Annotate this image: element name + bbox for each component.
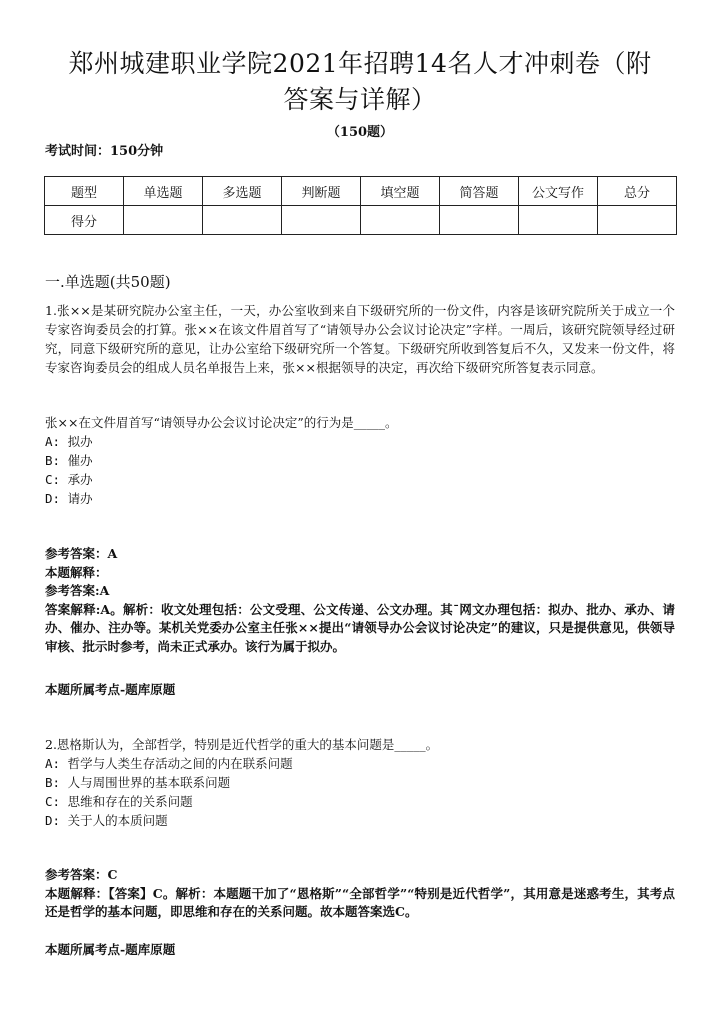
exam-time: 考试时间：150分钟 [45,144,164,159]
table-cell: 填空题 [361,177,440,206]
question-1-option-d: D: 请办 [45,491,93,506]
question-1-option-a: A: 拟办 [45,434,93,449]
table-cell: 题型 [45,177,124,206]
question-2-option-b: B: 人与周围世界的基本联系问题 [45,775,231,790]
table-cell [598,206,677,235]
question-2-source-block [45,941,675,960]
question-1-answer-block [45,545,675,656]
question-1-question: 张××在文件眉首写“请领导办公会议讨论决定”的行为是_____。 [45,415,398,430]
table-cell [203,206,282,235]
question-1-stem: 1.张××是某研究院办公室主任，一天，办公室收到来自下级研究所的一份文件，内容是该研究院所关于成立一个专家咨询委员会的打算。张××在该文件眉首写了“请领导办公会议讨论决定”字样。一周后，该研究院领导经过研究，同意下级研究所的意见，让办公室给下级研究所一个答复。下级研究所收到答复后不久，又发来一份文件，将专家咨询委员会的组成人员名单报告上来，张××根据领导的决定，再次给下级研究所答复表示同意。 [45,303,675,375]
question-2-body [45,735,675,830]
title-line-2: 答案与详解） [283,85,437,114]
table-cell [282,206,361,235]
title-line-1: 郑州城建职业学院2021年招聘14名人才冲刺卷（附 [68,49,652,78]
score-table-header-row [45,177,677,206]
section-title: 一.单选题(共50题) [45,273,171,291]
score-table-score-row [45,206,677,235]
question-1-ref-answer: 参考答案：A [45,546,118,561]
table-cell: 简答题 [440,177,519,206]
table-cell: 得分 [45,206,124,235]
question-1-option-b: B: 催办 [45,453,93,468]
question-2-option-a: A: 哲学与人类生存活动之间的内在联系问题 [45,756,293,771]
table-cell: 多选题 [203,177,282,206]
question-2-source: 本题所属考点-题库原题 [45,942,176,957]
table-cell [519,206,598,235]
table-cell: 总分 [598,177,677,206]
question-count: （150题） [326,125,394,140]
table-cell: 判断题 [282,177,361,206]
question-2-option-c: C: 思维和存在的关系问题 [45,794,193,809]
question-1-explain-label: 本题解释： [45,564,108,580]
score-table [44,176,677,235]
document-title [40,46,680,118]
table-cell: 单选题 [124,177,203,206]
question-1-explanation: 答案解释:A。解析：收文处理包括：公文受理、公文传递、公文办理。其¯网文办理包括：拟办、批办、承办、请办、催办、注办等。某机关党委办公室主任张××提出“请领导办公会议讨论决定”的建议，只是提供意见，供领导审核、批示时参考，尚未正式承办。该行为属于拟办。 [45,601,675,654]
question-2-question: 2.恩格斯认为，全部哲学，特别是近代哲学的重大的基本问题是_____。 [45,737,439,752]
question-2-answer-block [45,866,675,922]
table-cell [440,206,519,235]
question-1-source: 本题所属考点-题库原题 [45,682,176,697]
question-1-body [45,413,675,508]
table-cell: 公文写作 [519,177,598,206]
question-2-ref-answer: 参考答案：C [45,867,118,882]
question-1-stem-block [45,301,675,377]
question-1-ref-answer-2: 参考答案:A [45,583,110,598]
table-cell [124,206,203,235]
question-2-option-d: D: 关于人的本质问题 [45,813,168,828]
table-cell [361,206,440,235]
question-1-option-c: C: 承办 [45,472,93,487]
question-1-source-block [45,681,675,700]
question-2-explanation: 本题解释：【答案】C。解析：本题题干加了“恩格斯”“全部哲学”“特别是近代哲学”，其用意是迷惑考生，其考点还是哲学的基本问题，即思维和存在的关系问题。故本题答案选C。 [45,885,675,919]
